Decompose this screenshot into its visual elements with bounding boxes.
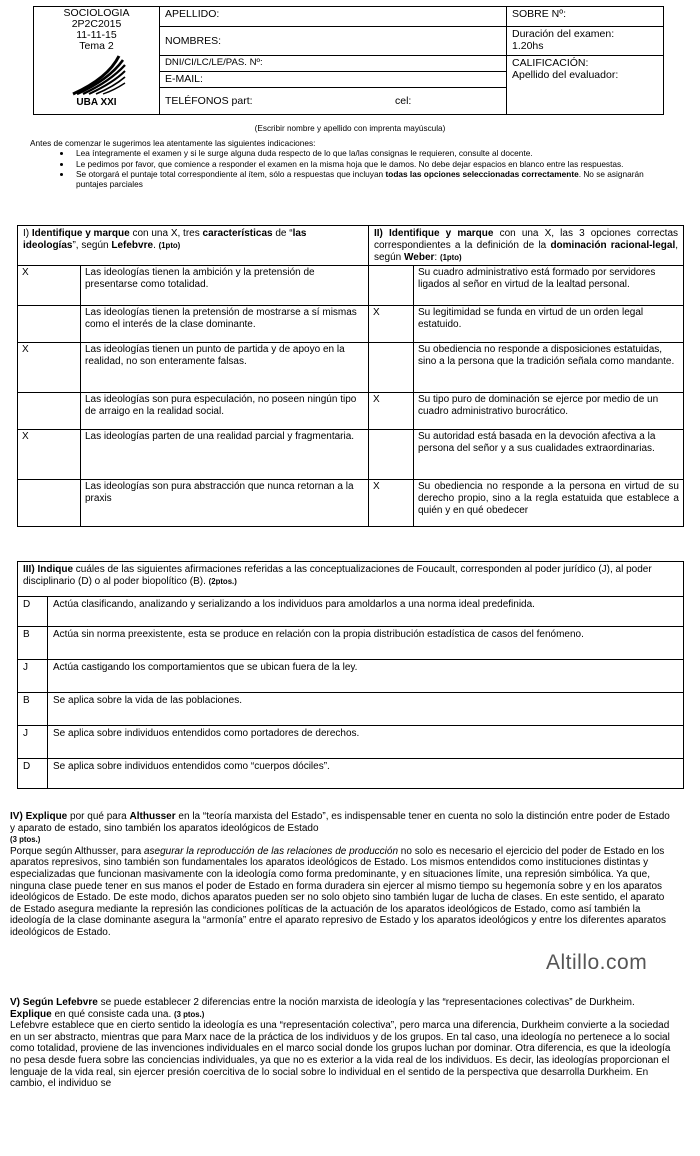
calificacion-cell xyxy=(507,56,664,115)
q2-mark-cell[interactable] xyxy=(369,343,414,393)
q1-mark-cell[interactable]: X xyxy=(18,430,81,480)
q1-option: Las ideologías tienen la pretensión de mostrarse a sí mismas como el interés de la clase dominante. xyxy=(81,306,369,343)
calificacion-label: CALIFICACIÓN: xyxy=(512,57,589,69)
q2-option: Su autoridad está basada en la devoción afectiva a la persona del señor y a sus cualidades extraordinarias. xyxy=(414,430,684,480)
name-caption: (Escribir nombre y apellido con imprenta mayúscula) xyxy=(254,124,446,133)
q1-option: Las ideologías tienen la ambición y la pretensión de presentarse como totalidad. xyxy=(81,266,369,306)
duracion-label: Duración del examen: xyxy=(512,28,615,40)
q1-option: Las ideologías son pura abstracción que nunca retornan a la praxis xyxy=(81,480,369,527)
watermark: Altillo.com xyxy=(546,951,648,974)
telefonos-field[interactable] xyxy=(160,88,507,115)
exam-code: 2P2C2015 xyxy=(71,18,122,31)
q3-statement: Se aplica sobre individuos entendidos como portadores de derechos. xyxy=(48,725,684,758)
q2-mark-cell[interactable]: X xyxy=(369,306,414,343)
q2-option: Su cuadro administrativo está formado por servidores ligados al señor en virtud de la lealtad personal. xyxy=(414,266,684,306)
dni-field[interactable]: DNI/CI/LC/LE/PAS. Nº: xyxy=(160,56,507,72)
q1-mark-cell[interactable]: X xyxy=(18,343,81,393)
q3-answer-cell[interactable]: J xyxy=(18,659,48,692)
instructions-list xyxy=(30,148,650,189)
question-2-prompt: II) Identifique y marque con una X, las 3 opciones correctas correspondientes a la definición de la dominación racional-legal, según Weber: (1pto) xyxy=(369,226,684,266)
exam-version: Tema 2 xyxy=(79,40,114,53)
question-5-prompt: V) Según Lefebvre se puede establecer 2 diferencias entre la noción marxista de ideología y las “representaciones colectivas” de Durkheim. Explique en qué consiste cada una. (3 ptos.) xyxy=(10,997,635,1020)
q3-answer-cell[interactable]: B xyxy=(18,692,48,725)
q1-mark-cell[interactable] xyxy=(18,393,81,430)
q2-mark-cell[interactable] xyxy=(369,430,414,480)
questions-i-ii-table xyxy=(17,225,684,527)
instruction-item: • Lea íntegramente el examen y si le surge alguna duda respecto de lo que la/las consignas le requieren, consulte al docente. xyxy=(72,148,650,158)
exam-header xyxy=(33,6,664,115)
q3-statement: Actúa sin norma preexistente, esta se produce en relación con la propia distribución estadística de casos del fenómeno. xyxy=(48,626,684,659)
q3-statement: Se aplica sobre la vida de las poblaciones. xyxy=(48,692,684,725)
instruction-item: • Se otorgará el puntaje total correspondiente al ítem, sólo a respuestas que incluyan todas las opciones seleccionadas correctamente. No se asignarán puntajes parciales xyxy=(72,169,650,190)
question-3-prompt: III) Indique cuáles de las siguientes afirmaciones referidas a las conceptualizaciones de Foucault, corresponden al poder jurídico (J), al poder disciplinario (D) o al poder biopolítico (B). (2ptos.) xyxy=(18,562,684,597)
q3-statement: Actúa castigando los comportamientos que se ubican fuera de la ley. xyxy=(48,659,684,692)
sobre-field[interactable]: SOBRE Nº: xyxy=(507,7,664,27)
q1-mark-cell[interactable] xyxy=(18,480,81,527)
q2-mark-cell[interactable]: X xyxy=(369,393,414,430)
question-5-answer: Lefebvre establece que en cierto sentido la ideología es una “representación colectiva”, pero marca una diferencia, Durkheim convierte a la sociedad en un ser abstracto, mientras que para Marx nace de la práctica de los individuos y de los grupos. En tal caso, una ideología no pertenece a lo social como totalidad, proviene de las invenciones individuales en el marco social donde los grupos luchan por dominar. Otra diferencia, es que la ideología no pesa desde fuera sobre las conciencias individuales, ya que no es exterior a la vida real de los individuos. Es decir, las ideologías proporcionan el lenguaje de la vida real, sin ejercer presión coercitiva de lo social sobre lo individual en el sentido de la perspectiva que desarrolla Durkheim. En cambio, el individuo se xyxy=(10,1020,671,1090)
q3-answer-cell[interactable]: J xyxy=(18,725,48,758)
apellido-field[interactable]: APELLIDO: xyxy=(160,7,507,27)
q3-answer-cell[interactable]: B xyxy=(18,626,48,659)
instructions-intro: Antes de comenzar le sugerimos lea atentamente las siguientes indicaciones: xyxy=(30,138,316,148)
question-1-prompt: I) Identifique y marque con una X, tres características de “las ideologías”, según Lefebvre. (1pto) xyxy=(18,226,369,266)
question-4 xyxy=(10,811,672,939)
evaluador-label: Apellido del evaluador: xyxy=(512,69,619,82)
institution-block xyxy=(34,7,160,115)
q2-mark-cell[interactable]: X xyxy=(369,480,414,527)
q1-mark-cell[interactable]: X xyxy=(18,266,81,306)
q3-answer-cell[interactable]: D xyxy=(18,758,48,788)
q2-option: Su tipo puro de dominación se ejerce por medio de un cuadro administrativo burocrático. xyxy=(414,393,684,430)
telefonos-label: TELÉFONOS part: xyxy=(165,94,253,107)
q3-answer-cell[interactable]: D xyxy=(18,596,48,626)
uba-logo-icon xyxy=(67,54,127,98)
q3-statement: Se aplica sobre individuos entendidos como “cuerpos dóciles”. xyxy=(48,758,684,788)
q1-mark-cell[interactable] xyxy=(18,306,81,343)
cel-label: cel: xyxy=(395,94,412,107)
q2-mark-cell[interactable] xyxy=(369,266,414,306)
instructions xyxy=(30,138,650,190)
q1-option: Las ideologías tienen un punto de partida y de apoyo en la realidad, no son enteramente falsas. xyxy=(81,343,369,393)
logo-text: UBA XXI xyxy=(76,97,117,109)
nombres-field[interactable]: NOMBRES: xyxy=(160,27,507,56)
q1-option: Las ideologías son pura especulación, no poseen ningún tipo de arraigo en la realidad social. xyxy=(81,393,369,430)
q2-option: Su obediencia no responde a la persona en virtud de su derecho propio, sino a la regla estatuida que establece a quién y en qué obedecer xyxy=(414,480,684,527)
question-4-answer: Porque según Althusser, para asegurar la reproducción de las relaciones de producción no solo es necesario el ejercicio del poder de Estado en los aparatos represivos, sino también son fundamentales los aparatos ideológicos de Estado. Los mismos entendidos como instituciones distintas y especializadas que funcionan masivamente con la ideología como forma predominante, y en situaciones límite, una represión simbólica. Ya que, ninguna clase puede tener en sus manos el poder de Estado en forma duradera sin ejercer al mismo tiempo su hegemonía sobre y en los aparatos ideológicos de Estado. De este modo, dichos aparatos pueden ser no solo objeto sino también lugar de lucha de clases. En este sentido, el aparato de Estado asegura mediante la represión las condiciones políticas de la actuación de los aparatos ideológicos de Estado, como así también la ideología de la clase dominante asegura la “armonía” entre el aparato represivo de Estado y los aparatos ideológicos y entre los diferentes aparatos ideológicos de Estado. xyxy=(10,845,666,938)
q2-option: Su legitimidad se funda en virtud de un orden legal estatuido. xyxy=(414,306,684,343)
duracion-cell xyxy=(507,27,664,56)
instruction-item: • Le pedimos por favor, que comience a responder el examen en la misma hoja que le damos. No debe dejar espacios en blanco entre las respuestas. xyxy=(72,159,650,169)
question-5 xyxy=(10,997,672,1090)
question-3-table xyxy=(17,561,684,789)
exam-date: 11-11-15 xyxy=(76,29,117,42)
email-field[interactable]: E-MAIL: xyxy=(160,72,507,88)
q2-option: Su obediencia no responde a disposiciones estatuidas, sino a la persona que la tradición señala como mandante. xyxy=(414,343,684,393)
question-4-prompt: IV) Explique por qué para Althusser en la “teoría marxista del Estado”, es indispensable tener en cuenta no solo la distinción entre poder de Estado y aparato de estado, sino también los aparatos ideológicos de Estado (3 ptos.) xyxy=(10,811,670,845)
subject-name: SOCIOLOGIA xyxy=(63,7,130,19)
q3-statement: Actúa clasificando, analizando y serializando a los individuos para amoldarlos a una norma ideal predefinida. xyxy=(48,596,684,626)
duracion-value: 1.20hs xyxy=(512,40,544,53)
q1-option: Las ideologías parten de una realidad parcial y fragmentaria. xyxy=(81,430,369,480)
